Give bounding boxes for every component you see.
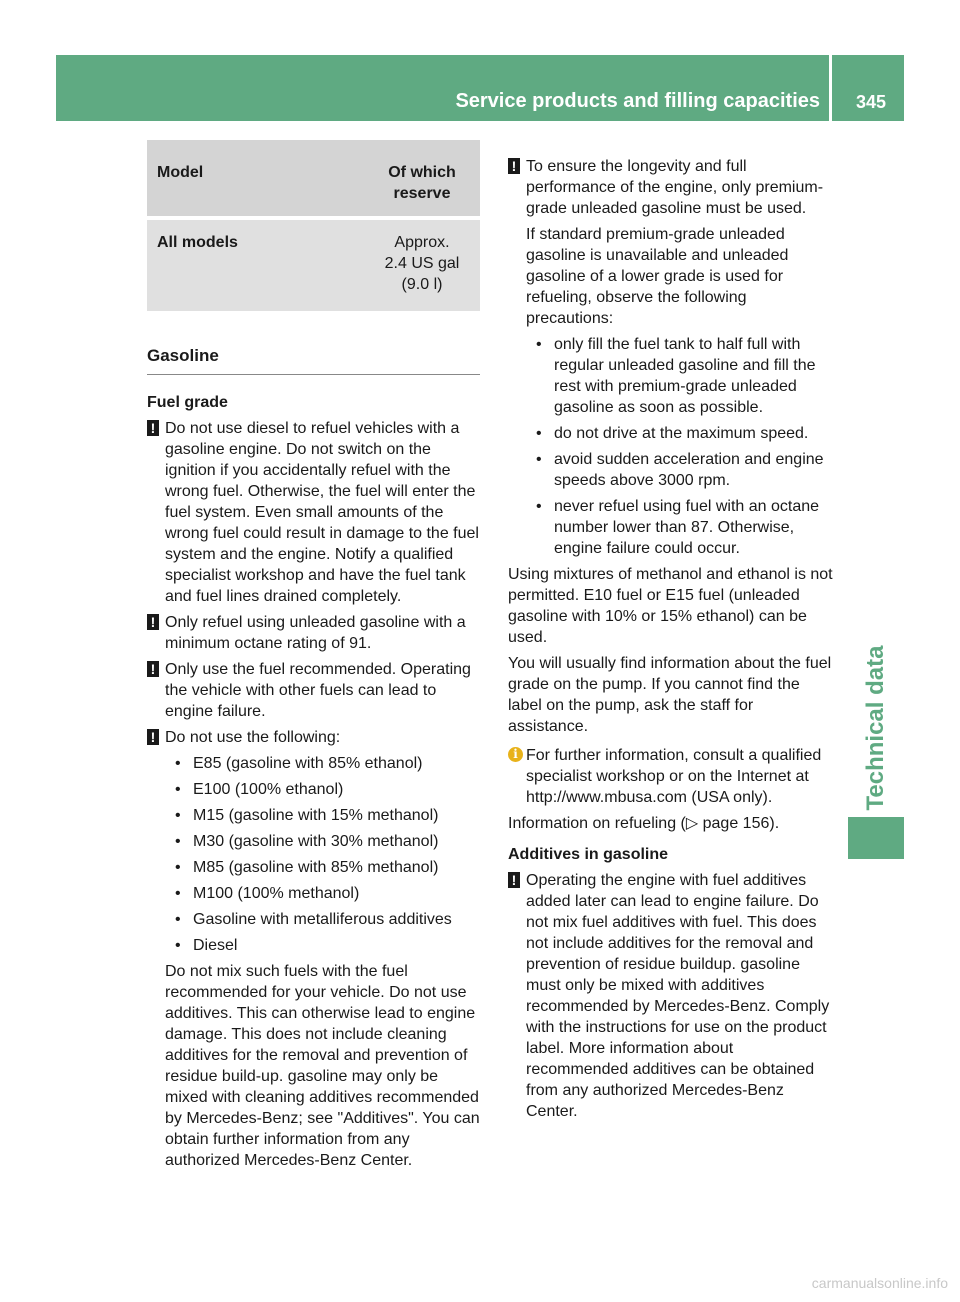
warning-text: Only use the fuel recommended. Operating the vehicle with other fuels can lead to engine failure. [165, 661, 471, 720]
warning-continuation [508, 224, 836, 559]
precaution-list [526, 334, 836, 559]
paragraph: You will usually find information about the fuel grade on the pump. If you cannot find the label on the pump, ask the staff for assistance. [508, 655, 832, 735]
list-item: • Gasoline with metalliferous additives [165, 909, 480, 930]
list-item: • never refuel using fuel with an octane number lower than 87. Otherwise, engine failure could occur. [526, 496, 836, 559]
warning-note [147, 418, 480, 607]
table-header-row [147, 140, 480, 216]
table-header-reserve: Of which reserve [364, 140, 480, 216]
warning-text: Do not use the following: [165, 729, 341, 746]
left-column [147, 140, 480, 1176]
reserve-line: Approx. [394, 234, 450, 251]
list-item: • only fill the fuel tank to half full with regular unleaded gasoline and fill the rest with premium-grade unleaded gasoline as soon as possible. [526, 334, 836, 418]
warning-note [147, 727, 480, 748]
list-item: • M100 (100% methanol) [165, 883, 480, 904]
header-separator [829, 55, 832, 121]
fuel-reserve-table [147, 136, 480, 315]
info-note [508, 745, 836, 808]
paragraph: Using mixtures of methanol and ethanol is not permitted. E10 fuel or E15 fuel (unleaded gasoline with 10% or 15% ethanol) can be used. [508, 566, 833, 646]
warning-icon: ! [147, 661, 159, 677]
page-reference: Information on refueling (▷ page 156). [508, 815, 780, 832]
section-title: Gasoline [147, 345, 480, 375]
warning-icon: ! [147, 420, 159, 436]
warning-icon: ! [508, 158, 520, 174]
table-cell-reserve [364, 220, 480, 311]
warning-note [508, 156, 836, 219]
side-tab-label: Technical data [862, 645, 889, 811]
warning-icon: ! [508, 872, 520, 888]
table-header-model: Model [147, 140, 364, 216]
right-column [508, 156, 836, 1127]
list-item: • M30 (gasoline with 30% methanol) [165, 831, 480, 852]
list-item: • avoid sudden acceleration and engine speeds above 3000 rpm. [526, 449, 836, 491]
warning-text: To ensure the longevity and full performance of the engine, only premium-grade unleaded gasoline must be used. [526, 158, 824, 217]
list-item: • M85 (gasoline with 85% methanol) [165, 857, 480, 878]
side-tab [848, 640, 904, 815]
reserve-line: 2.4 US gal [384, 255, 460, 272]
list-item: • E85 (gasoline with 85% ethanol) [165, 753, 480, 774]
side-tab-marker [848, 817, 904, 859]
watermark: carmanualsonline.info [811, 1275, 948, 1291]
warning-text: Do not mix such fuels with the fuel recommended for your vehicle. Do not use additives. This can otherwise lead to engine damage. This does not include cleaning additives for the removal and prevention of residue build-up. gasoline may only be mixed with cleaning additives recommended by Mercedes-Benz; see "Additives". You can obtain further information from any authorized Mercedes-Benz Center. [165, 963, 480, 1169]
table-row [147, 220, 480, 311]
header-title: Service products and filling capacities [455, 90, 820, 112]
warning-note [508, 870, 836, 1122]
info-text: For further information, consult a qualified specialist workshop or on the Internet at http://www.mbusa.com (USA only). [526, 747, 822, 806]
reserve-line: (9.0 l) [401, 276, 443, 293]
warning-note [147, 659, 480, 722]
info-icon: i [508, 747, 523, 762]
warning-text: Operating the engine with fuel additives added later can lead to engine failure. Do not mix fuel additives with fuel. This does not include additives for the removal and prevention of residue buildup. gasoline must only be mixed with additives recommended by Mercedes-Benz. Comply with the instructions for use on the product label. More information about recommended additives can be obtained from any authorized Mercedes-Benz Center. [526, 872, 830, 1120]
warning-continuation [147, 753, 480, 1171]
subheading-fuel-grade: Fuel grade [147, 394, 228, 411]
warning-note [147, 612, 480, 654]
list-item: • do not drive at the maximum speed. [526, 423, 836, 444]
warning-text: Only refuel using unleaded gasoline with a minimum octane rating of 91. [165, 614, 466, 652]
page-number: 345 [855, 92, 886, 112]
list-item: • Diesel [165, 935, 480, 956]
subheading-additives: Additives in gasoline [508, 846, 669, 863]
warning-icon: ! [147, 729, 159, 745]
page-header [56, 55, 904, 121]
list-item: • M15 (gasoline with 15% methanol) [165, 805, 480, 826]
fuel-exclusion-list [165, 753, 480, 956]
warning-icon: ! [147, 614, 159, 630]
list-item: • E100 (100% ethanol) [165, 779, 480, 800]
warning-text: Do not use diesel to refuel vehicles with a gasoline engine. Do not switch on the ignition if you accidentally refuel with the wrong fuel. Otherwise, the fuel will enter the fuel system. Even small amounts of the wrong fuel could result in damage to the fuel system and the engine. Notify a qualified specialist workshop and have the fuel tank and fuel lines drained completely. [165, 420, 479, 605]
table-cell-model: All models [147, 220, 364, 311]
warning-text: If standard premium-grade unleaded gasoline is unavailable and unleaded gasoline of a lower grade is used for refueling, observe the following precautions: [526, 226, 789, 327]
